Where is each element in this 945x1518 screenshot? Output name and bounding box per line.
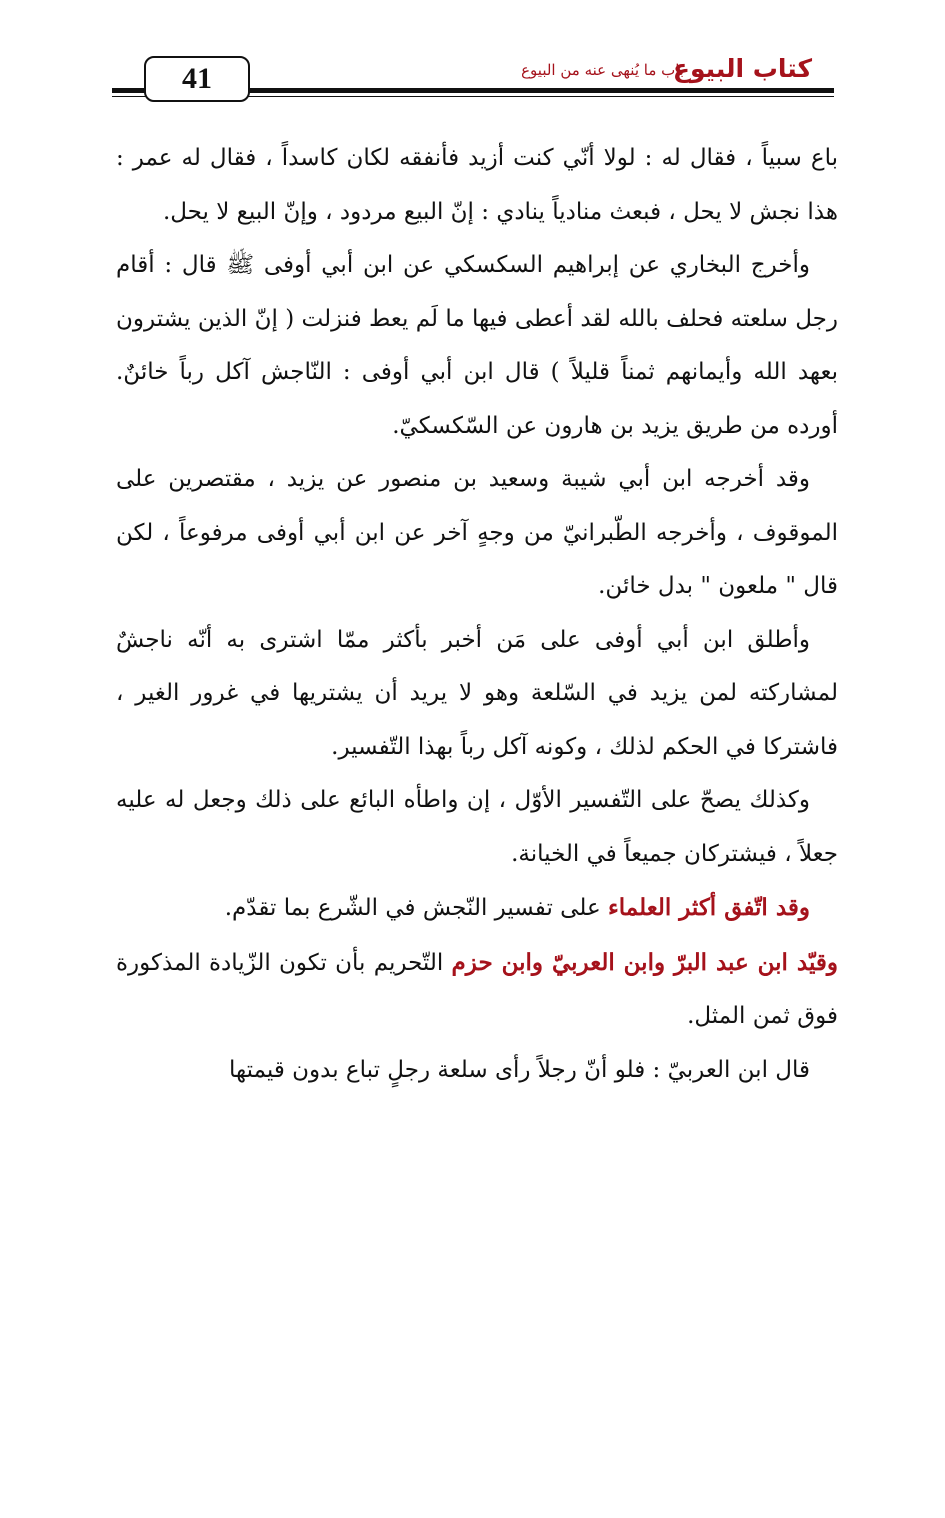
- paragraph-2: وأخرج البخاري عن إبراهيم السكسكي عن ابن أبي أوفى ﷺ قال : أقام رجل سلعته فحلف بالله لقد أعطى فيها ما لَم يعط فنزلت ( إنّ الذين يشترون بعهد الله وأيمانهم ثمناً قليلاً ) قال ابن أبي أوفى : النّاجش آكل رباً خائنٌ. أورده من طريق يزيد بن هارون عن السّكسكيّ.: [116, 252, 838, 439]
- paragraph-6-text: على تفسير النّجش في الشّرع بما تقدّم.: [224, 895, 608, 921]
- highlight-scholars-names: وقيّد ابن عبد البرّ وابن العربيّ وابن حزم: [451, 948, 838, 976]
- paragraph-4: وأطلق ابن أبي أوفى على مَن أخبر بأكثر ممّا اشترى به أنّه ناجشٌ لمشاركته لمن يزيد في السّلعة وهو لا يريد أن يشتريها في غرور الغير ، فاشتركا في الحكم لذلك ، وكونه آكل رباً بهذا التّفسير.: [116, 626, 838, 760]
- paragraph-7: [116, 936, 838, 1044]
- paragraph-1: باع سبياً ، فقال له : لولا أنّي كنت أزيد فأنفقه لكان كاسداً ، فقال له عمر : هذا نجش لا يحل ، فبعث منادياً ينادي : إنّ البيع مردود ، وإنّ البيع لا يحل.: [116, 145, 838, 225]
- page-number: 41: [144, 56, 250, 102]
- book-title: كتاب البيوع: [672, 54, 812, 83]
- page-header: [112, 52, 834, 106]
- page-body: [116, 132, 838, 1097]
- paragraph-7-text: التّحريم بأن تكون الزّيادة المذكورة فوق ثمن المثل.: [116, 949, 838, 1029]
- paragraph-5: وكذلك يصحّ على التّفسير الأوّل ، إن واطأه البائع على ذلك وجعل له عليه جعلاً ، فيشتركان جميعاً في الخيانة.: [116, 787, 838, 867]
- paragraph-6: [116, 881, 838, 936]
- highlight-scholars-agreement: وقد اتّفق أكثر العلماء: [607, 894, 810, 921]
- chapter-title: باب ما يُنهى عنه من البيوع: [521, 61, 684, 79]
- paragraph-3: وقد أخرجه ابن أبي شيبة وسعيد بن منصور عن يزيد ، مقتصرين على الموقوف ، وأخرجه الطّبرانيّ من وجهٍ آخر عن ابن أبي أوفى مرفوعاً ، لكن قال " ملعون " بدل خائن.: [116, 466, 838, 599]
- paragraph-8: قال ابن العربيّ : فلو أنّ رجلاً رأى سلعة رجلٍ تباع بدون قيمتها: [229, 1056, 810, 1083]
